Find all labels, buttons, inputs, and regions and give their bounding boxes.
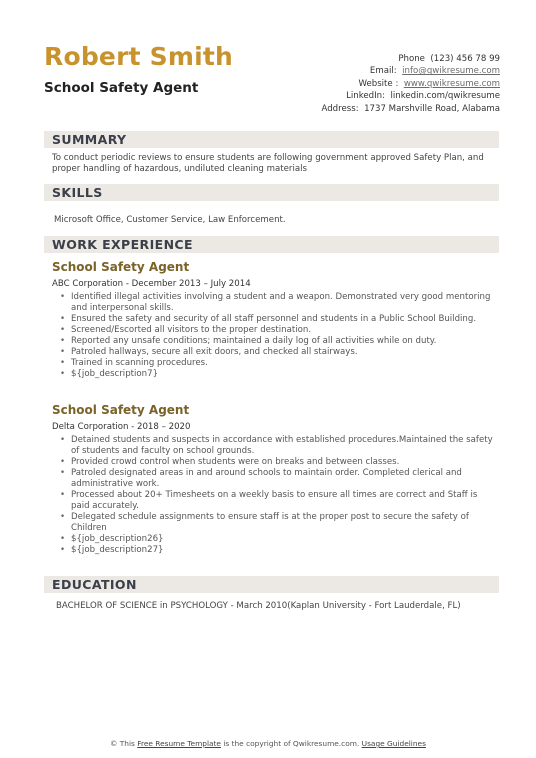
phone-value: (123) 456 78 99 [430,54,500,64]
contact-email [321,65,500,77]
job-2-company: Delta Corporation - 2018 – 2020 [52,422,191,432]
skills-heading: SKILLS [52,185,103,200]
education-heading-bar [44,576,499,593]
copyright-footer [0,739,536,748]
summary-text: To conduct periodic reviews to ensure students are following government approved Safety Plan, and proper handling of hazardous, undiluted cleaning materials [52,153,484,174]
summary-heading: SUMMARY [52,132,127,147]
skills-text: Microsoft Office, Customer Service, Law Enforcement. [54,215,286,225]
summary-heading-bar [44,131,499,148]
email-label: Email: [369,66,397,77]
contact-phone [321,53,500,65]
linkedin-label: LinkedIn: [346,91,386,102]
contact-website [321,78,500,90]
list-item: • ${job_description27} [58,545,498,556]
job-1-title: School Safety Agent [52,260,190,274]
list-item: • Patroled designated areas in and around schools to maintain order. Completed clerical and administrative work. [58,468,498,490]
website-label: Website : [358,78,399,89]
job-1-company: ABC Corporation - December 2013 – July 2014 [52,279,251,289]
job-2-bullets [58,435,498,556]
list-item: • ${job_description26} [58,534,498,545]
candidate-name: Robert Smith [44,42,234,71]
email-link[interactable]: info@qwikresume.com [402,66,500,77]
phone-label: Phone [398,54,425,64]
list-item: • Patroled hallways, secure all exit doors, and checked all stairways. [58,347,498,358]
experience-heading-bar [44,236,499,253]
linkedin-value: linkedin.com/qwikresume [390,91,500,102]
resume-header [44,42,500,122]
contact-address [321,103,500,115]
candidate-title: School Safety Agent [44,80,199,96]
job-1-bullets [58,292,498,380]
address-value: 1737 Marshville Road, Alabama [364,103,500,114]
website-link[interactable]: www.qwikresume.com [403,78,500,89]
list-item: • ${job_description7} [58,369,498,380]
job-2-title: School Safety Agent [52,403,190,417]
list-item: • Reported any unsafe conditions; maintained a daily log of all activities while on duty. [58,336,498,347]
free-resume-template-link[interactable]: Free Resume Template [137,739,221,748]
contact-linkedin [321,90,500,102]
list-item: • Identified illegal activities involving a student and a weapon. Demonstrated very good mentoring and interpersonal skills. [58,292,498,314]
footer-prefix: © This [110,739,135,748]
contact-block [321,53,500,115]
list-item: • Processed about 20+ Timesheets on a weekly basis to ensure all times are correct and Staff is paid accurately. [58,490,498,512]
list-item: • Detained students and suspects in accordance with established procedures.Maintained the safety of students and faculty on school grounds. [58,435,498,457]
list-item: • Provided crowd control when students were on breaks and between classes. [58,457,498,468]
list-item: • Ensured the safety and security of all staff personnel and students in a Public School Building. [58,314,498,325]
skills-heading-bar [44,184,499,201]
experience-heading: WORK EXPERIENCE [52,237,193,252]
list-item: • Delegated schedule assignments to ensure staff is at the proper post to secure the safety of Children [58,512,498,534]
address-label: Address: [321,103,359,114]
list-item: • Screened/Escorted all visitors to the proper destination. [58,325,498,336]
list-item: • Trained in scanning procedures. [58,358,498,369]
usage-guidelines-link[interactable]: Usage Guidelines [361,739,426,748]
education-heading: EDUCATION [52,577,137,592]
footer-middle: is the copyright of Qwikresume.com. [223,739,360,748]
education-text: BACHELOR OF SCIENCE in PSYCHOLOGY - March 2010(Kaplan University - Fort Lauderdale, FL) [56,601,461,611]
